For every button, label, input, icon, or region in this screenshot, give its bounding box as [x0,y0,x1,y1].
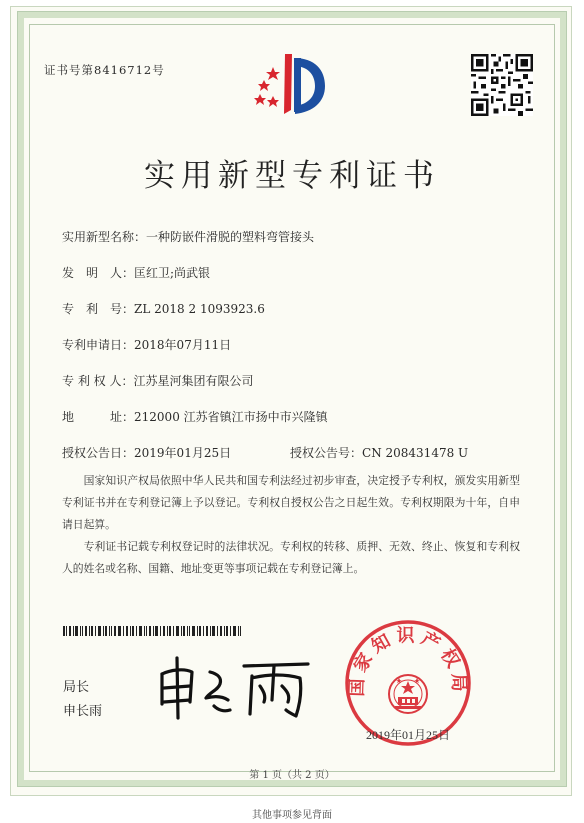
field-inventor [62,264,210,281]
grant-statement-paragraph: 国家知识产权局依照中华人民共和国专利法经过初步审查，决定授予专利权，颁发实用新型专利证书并在专利登记簿上予以登记。专利权自授权公告之日起生效。专利权期限为十年，自申请日起算。 [62,474,520,531]
field-value: ZL 2018 2 1093923.6 [134,302,265,316]
field-grant-number [290,444,468,461]
director-name: 申长雨 [63,704,103,719]
field-label: 地 址： [62,410,135,424]
patent-office-emblem-icon [251,52,331,128]
legal-status-paragraph: 专利证书记载专利权登记时的法律状况。专利权的转移、质押、无效、终止、恢复和专利权人的姓名或名称、国籍、地址变更等事项记载在专利登记簿上。 [62,540,520,575]
field-label: 授权公告日： [62,446,135,460]
seal-text: 国家知识产权局 [346,625,470,697]
field-value: 匡红卫;尚武银 [134,266,211,280]
field-label: 专利申请日： [62,338,135,352]
field-label: 专 利 号： [62,302,135,316]
certificate-number: 证书号第8416712号 [44,63,165,77]
director-title: 局长 [63,680,90,695]
field-value: CN 208431478 U [362,446,469,460]
field-patentee [62,372,253,389]
director-signature [148,652,318,722]
field-label: 发 明 人： [62,266,135,280]
field-filing-date [62,336,231,353]
field-value: 212000 江苏省镇江市扬中市兴隆镇 [134,410,328,424]
qr-code-icon [471,54,533,116]
seal-date: 2019年01月25日 [366,728,451,742]
field-label: 专 利 权 人： [62,374,134,388]
field-address [62,408,328,425]
field-utility-model-name [62,228,314,245]
field-patent-number [62,300,265,317]
field-value: 一种防嵌件滑脱的塑料弯管接头 [146,230,315,244]
field-label: 实用新型名称： [62,230,147,244]
field-label: 授权公告号： [290,446,363,460]
field-grant-date [62,444,231,461]
page-indicator: 第 1 页（共 2 页） [249,770,335,781]
field-value: 2018年07月11日 [134,338,232,352]
certificate-title: 实用新型专利证书 [144,158,440,194]
footer-note: 其他事项参见背面 [252,810,332,821]
field-value: 2019年01月25日 [134,446,232,460]
national-emblem-icon [389,675,427,713]
field-value: 江苏星河集团有限公司 [133,374,254,388]
barcode-icon [63,626,241,636]
